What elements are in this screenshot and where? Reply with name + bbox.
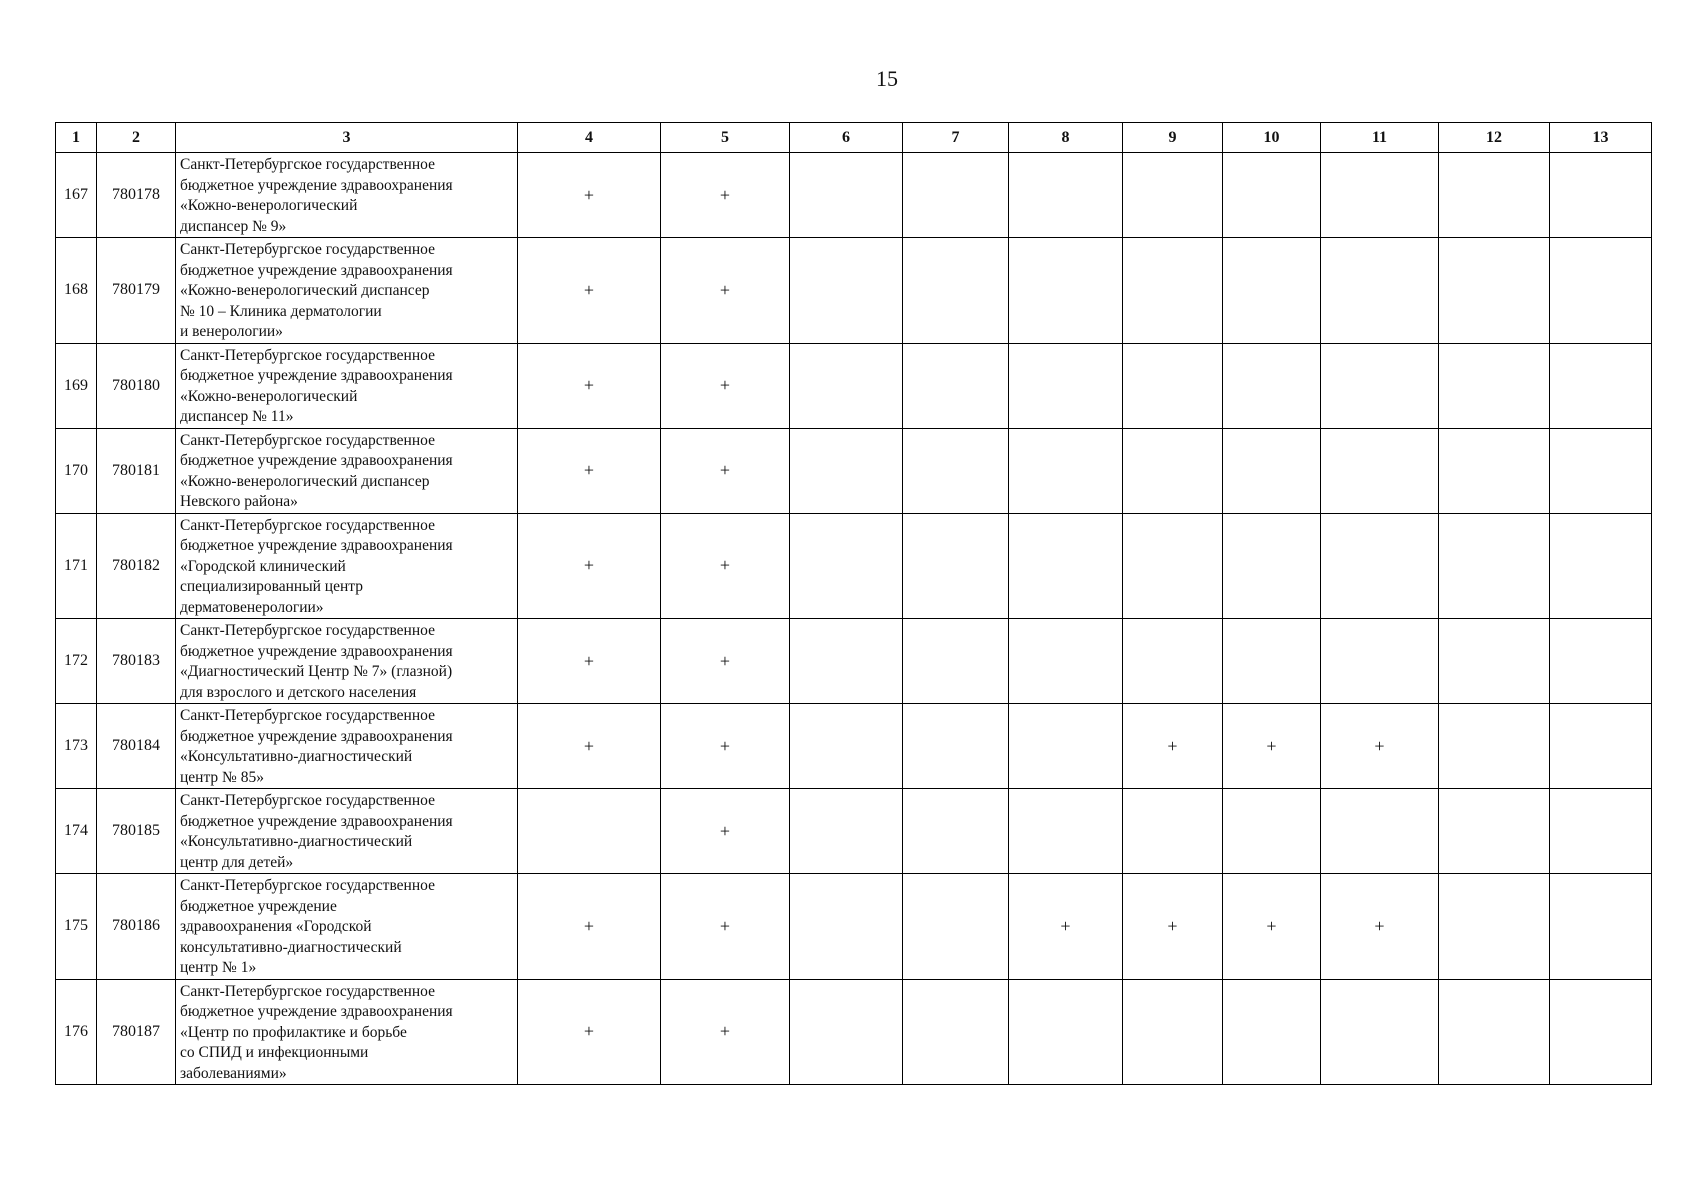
table-body bbox=[56, 153, 1652, 1085]
header-row bbox=[56, 123, 1652, 153]
table-row bbox=[56, 428, 1652, 513]
mark-cell-col-8 bbox=[1009, 704, 1123, 789]
column-header-7: 7 bbox=[903, 123, 1009, 153]
mark-cell-col-9 bbox=[1123, 153, 1223, 238]
column-header-6: 6 bbox=[790, 123, 903, 153]
institution-code-cell: 780182 bbox=[97, 513, 176, 619]
institution-code-cell: 780184 bbox=[97, 704, 176, 789]
row-number-cell: 170 bbox=[56, 428, 97, 513]
mark-cell-col-4: + bbox=[518, 513, 661, 619]
institution-code-cell: 780186 bbox=[97, 874, 176, 980]
institution-name-cell: Санкт-Петербургское государственное бюджетное учреждение здравоохранения «Кожно-венерологический диспансер № 10 – Клиника дерматологии и венерологии» bbox=[176, 238, 518, 344]
mark-cell-col-10 bbox=[1223, 619, 1321, 704]
mark-cell-col-8 bbox=[1009, 789, 1123, 874]
mark-cell-col-9 bbox=[1123, 513, 1223, 619]
mark-cell-col-5: + bbox=[661, 238, 790, 344]
mark-cell-col-7 bbox=[903, 979, 1009, 1085]
column-header-2: 2 bbox=[97, 123, 176, 153]
mark-cell-col-9 bbox=[1123, 619, 1223, 704]
mark-cell-col-9 bbox=[1123, 343, 1223, 428]
mark-cell-col-5: + bbox=[661, 704, 790, 789]
column-header-3: 3 bbox=[176, 123, 518, 153]
mark-cell-col-12 bbox=[1439, 619, 1550, 704]
mark-cell-col-4: + bbox=[518, 153, 661, 238]
mark-cell-col-7 bbox=[903, 704, 1009, 789]
mark-cell-col-12 bbox=[1439, 874, 1550, 980]
mark-cell-col-5: + bbox=[661, 874, 790, 980]
mark-cell-col-8 bbox=[1009, 619, 1123, 704]
row-number-cell: 169 bbox=[56, 343, 97, 428]
mark-cell-col-9: + bbox=[1123, 874, 1223, 980]
mark-cell-col-10 bbox=[1223, 343, 1321, 428]
mark-cell-col-11: + bbox=[1321, 874, 1439, 980]
mark-cell-col-5: + bbox=[661, 979, 790, 1085]
institution-code-cell: 780187 bbox=[97, 979, 176, 1085]
table-row bbox=[56, 704, 1652, 789]
mark-cell-col-12 bbox=[1439, 704, 1550, 789]
mark-cell-col-8 bbox=[1009, 428, 1123, 513]
table-row bbox=[56, 238, 1652, 344]
mark-cell-col-6 bbox=[790, 428, 903, 513]
mark-cell-col-11 bbox=[1321, 238, 1439, 344]
mark-cell-col-11 bbox=[1321, 428, 1439, 513]
mark-cell-col-13 bbox=[1550, 789, 1652, 874]
mark-cell-col-9 bbox=[1123, 979, 1223, 1085]
mark-cell-col-6 bbox=[790, 789, 903, 874]
mark-cell-col-7 bbox=[903, 343, 1009, 428]
mark-cell-col-5: + bbox=[661, 153, 790, 238]
row-number-cell: 175 bbox=[56, 874, 97, 980]
mark-cell-col-12 bbox=[1439, 428, 1550, 513]
column-header-11: 11 bbox=[1321, 123, 1439, 153]
institution-name-cell: Санкт-Петербургское государственное бюджетное учреждение здравоохранения «Консультативно-диагностический центр для детей» bbox=[176, 789, 518, 874]
table-row bbox=[56, 513, 1652, 619]
institution-code-cell: 780179 bbox=[97, 238, 176, 344]
mark-cell-col-7 bbox=[903, 238, 1009, 344]
mark-cell-col-8 bbox=[1009, 238, 1123, 344]
row-number-cell: 168 bbox=[56, 238, 97, 344]
mark-cell-col-9 bbox=[1123, 789, 1223, 874]
mark-cell-col-4: + bbox=[518, 343, 661, 428]
row-number-cell: 176 bbox=[56, 979, 97, 1085]
column-header-10: 10 bbox=[1223, 123, 1321, 153]
institution-name-cell: Санкт-Петербургское государственное бюджетное учреждение здравоохранения «Кожно-венерологический диспансер Невского района» bbox=[176, 428, 518, 513]
institutions-table bbox=[55, 122, 1652, 1085]
mark-cell-col-10 bbox=[1223, 428, 1321, 513]
mark-cell-col-10: + bbox=[1223, 874, 1321, 980]
mark-cell-col-13 bbox=[1550, 874, 1652, 980]
column-header-8: 8 bbox=[1009, 123, 1123, 153]
mark-cell-col-13 bbox=[1550, 238, 1652, 344]
mark-cell-col-9 bbox=[1123, 238, 1223, 344]
column-header-5: 5 bbox=[661, 123, 790, 153]
mark-cell-col-8: + bbox=[1009, 874, 1123, 980]
mark-cell-col-12 bbox=[1439, 513, 1550, 619]
table-row bbox=[56, 619, 1652, 704]
institution-name-cell: Санкт-Петербургское государственное бюджетное учреждение здравоохранения «Консультативно-диагностический центр № 85» bbox=[176, 704, 518, 789]
mark-cell-col-8 bbox=[1009, 343, 1123, 428]
mark-cell-col-12 bbox=[1439, 343, 1550, 428]
institution-name-cell: Санкт-Петербургское государственное бюджетное учреждение здравоохранения «Диагностический Центр № 7» (глазной) для взрослого и детского населения bbox=[176, 619, 518, 704]
mark-cell-col-4: + bbox=[518, 874, 661, 980]
mark-cell-col-13 bbox=[1550, 153, 1652, 238]
table-row bbox=[56, 153, 1652, 238]
mark-cell-col-6 bbox=[790, 238, 903, 344]
mark-cell-col-12 bbox=[1439, 153, 1550, 238]
mark-cell-col-13 bbox=[1550, 979, 1652, 1085]
mark-cell-col-6 bbox=[790, 343, 903, 428]
mark-cell-col-11 bbox=[1321, 979, 1439, 1085]
mark-cell-col-10 bbox=[1223, 789, 1321, 874]
mark-cell-col-12 bbox=[1439, 238, 1550, 344]
mark-cell-col-6 bbox=[790, 979, 903, 1085]
mark-cell-col-12 bbox=[1439, 789, 1550, 874]
institution-code-cell: 780181 bbox=[97, 428, 176, 513]
mark-cell-col-11 bbox=[1321, 513, 1439, 619]
institution-name-cell: Санкт-Петербургское государственное бюджетное учреждение здравоохранения «Центр по профилактике и борьбе со СПИД и инфекционными заболеваниями» bbox=[176, 979, 518, 1085]
mark-cell-col-13 bbox=[1550, 619, 1652, 704]
mark-cell-col-11: + bbox=[1321, 704, 1439, 789]
row-number-cell: 173 bbox=[56, 704, 97, 789]
mark-cell-col-12 bbox=[1439, 979, 1550, 1085]
mark-cell-col-8 bbox=[1009, 513, 1123, 619]
mark-cell-col-9: + bbox=[1123, 704, 1223, 789]
row-number-cell: 172 bbox=[56, 619, 97, 704]
mark-cell-col-4: + bbox=[518, 428, 661, 513]
mark-cell-col-6 bbox=[790, 619, 903, 704]
mark-cell-col-7 bbox=[903, 428, 1009, 513]
column-header-12: 12 bbox=[1439, 123, 1550, 153]
mark-cell-col-13 bbox=[1550, 343, 1652, 428]
mark-cell-col-7 bbox=[903, 619, 1009, 704]
table-row bbox=[56, 874, 1652, 980]
mark-cell-col-5: + bbox=[661, 789, 790, 874]
mark-cell-col-10 bbox=[1223, 979, 1321, 1085]
row-number-cell: 174 bbox=[56, 789, 97, 874]
mark-cell-col-13 bbox=[1550, 428, 1652, 513]
table-header bbox=[56, 123, 1652, 153]
mark-cell-col-6 bbox=[790, 513, 903, 619]
mark-cell-col-7 bbox=[903, 874, 1009, 980]
mark-cell-col-10 bbox=[1223, 153, 1321, 238]
institution-code-cell: 780183 bbox=[97, 619, 176, 704]
mark-cell-col-6 bbox=[790, 704, 903, 789]
column-header-13: 13 bbox=[1550, 123, 1652, 153]
mark-cell-col-5: + bbox=[661, 513, 790, 619]
table-row bbox=[56, 789, 1652, 874]
mark-cell-col-11 bbox=[1321, 789, 1439, 874]
institution-name-cell: Санкт-Петербургское государственное бюджетное учреждение здравоохранения «Городской клинический специализированный центр дерматовенерологии» bbox=[176, 513, 518, 619]
mark-cell-col-9 bbox=[1123, 428, 1223, 513]
column-header-9: 9 bbox=[1123, 123, 1223, 153]
institution-name-cell: Санкт-Петербургское государственное бюджетное учреждение здравоохранения «Кожно-венерологический диспансер № 11» bbox=[176, 343, 518, 428]
mark-cell-col-11 bbox=[1321, 153, 1439, 238]
column-header-1: 1 bbox=[56, 123, 97, 153]
mark-cell-col-4: + bbox=[518, 704, 661, 789]
column-header-4: 4 bbox=[518, 123, 661, 153]
institution-code-cell: 780180 bbox=[97, 343, 176, 428]
mark-cell-col-10 bbox=[1223, 238, 1321, 344]
table-row bbox=[56, 979, 1652, 1085]
mark-cell-col-11 bbox=[1321, 343, 1439, 428]
mark-cell-col-7 bbox=[903, 153, 1009, 238]
mark-cell-col-4: + bbox=[518, 238, 661, 344]
mark-cell-col-11 bbox=[1321, 619, 1439, 704]
mark-cell-col-7 bbox=[903, 513, 1009, 619]
mark-cell-col-10: + bbox=[1223, 704, 1321, 789]
row-number-cell: 167 bbox=[56, 153, 97, 238]
mark-cell-col-6 bbox=[790, 874, 903, 980]
institution-name-cell: Санкт-Петербургское государственное бюджетное учреждение здравоохранения «Городской консультативно-диагностический центр № 1» bbox=[176, 874, 518, 980]
mark-cell-col-4 bbox=[518, 789, 661, 874]
row-number-cell: 171 bbox=[56, 513, 97, 619]
mark-cell-col-6 bbox=[790, 153, 903, 238]
mark-cell-col-13 bbox=[1550, 704, 1652, 789]
mark-cell-col-5: + bbox=[661, 619, 790, 704]
mark-cell-col-4: + bbox=[518, 979, 661, 1085]
institution-name-cell: Санкт-Петербургское государственное бюджетное учреждение здравоохранения «Кожно-венерологический диспансер № 9» bbox=[176, 153, 518, 238]
mark-cell-col-5: + bbox=[661, 343, 790, 428]
institution-code-cell: 780185 bbox=[97, 789, 176, 874]
mark-cell-col-10 bbox=[1223, 513, 1321, 619]
mark-cell-col-13 bbox=[1550, 513, 1652, 619]
table-row bbox=[56, 343, 1652, 428]
page-number: 15 bbox=[876, 66, 898, 91]
mark-cell-col-8 bbox=[1009, 979, 1123, 1085]
mark-cell-col-7 bbox=[903, 789, 1009, 874]
mark-cell-col-8 bbox=[1009, 153, 1123, 238]
mark-cell-col-5: + bbox=[661, 428, 790, 513]
mark-cell-col-4: + bbox=[518, 619, 661, 704]
institution-code-cell: 780178 bbox=[97, 153, 176, 238]
